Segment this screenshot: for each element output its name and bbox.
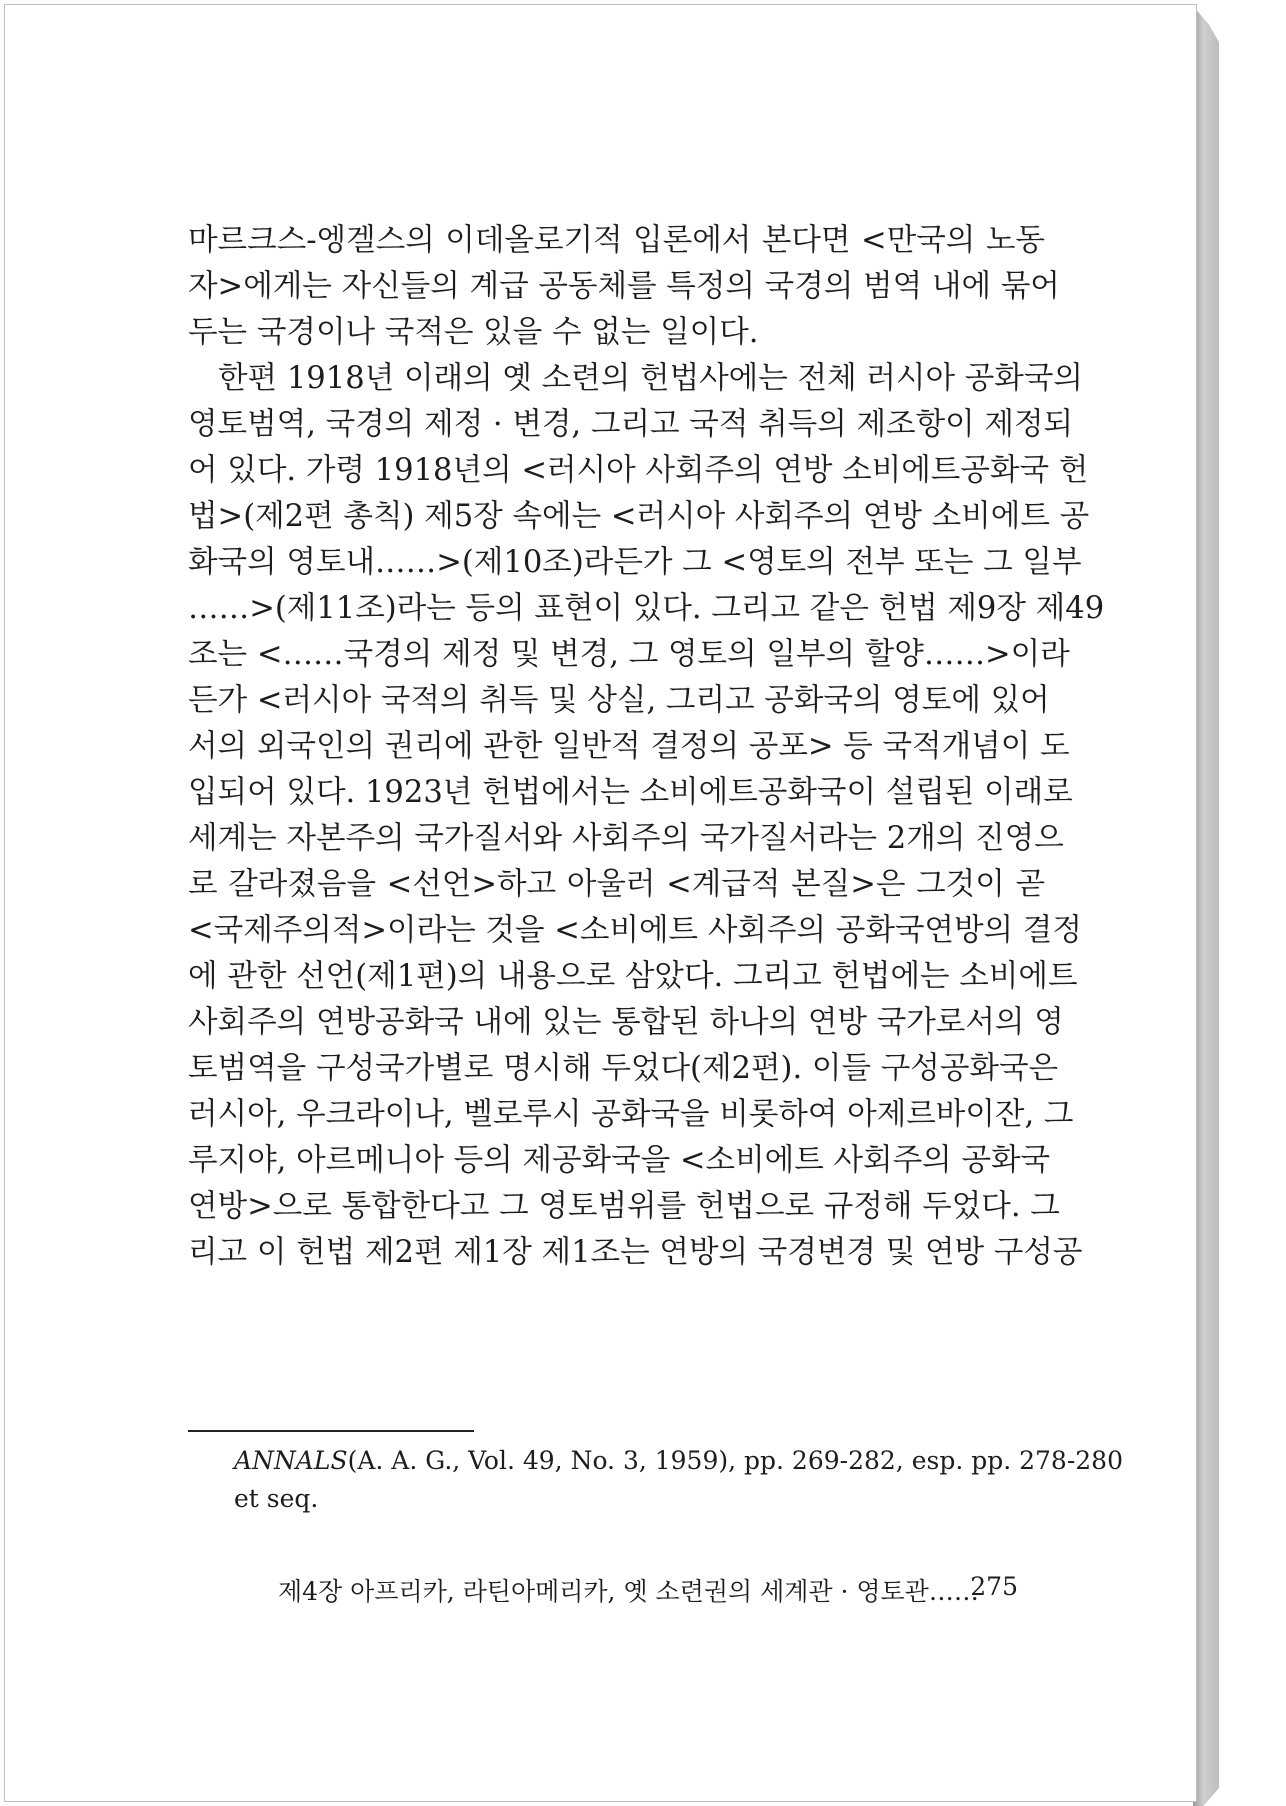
text-line: 러시아, 우크라이나, 벨로루시 공화국을 비롯하여 아제르바이잔, 그	[188, 1097, 1074, 1132]
chapter-title: 제4장 아프리카, 라틴아메리카, 옛 소련권의 세계관 · 영토관……	[278, 1577, 979, 1606]
text-line: 루지야, 아르메니아 등의 제공화국을 <소비에트 사회주의 공화국	[188, 1143, 1051, 1178]
text-line: 법>(제2편 총칙) 제5장 속에는 <러시아 사회주의 연방 소비에트 공	[188, 499, 1090, 534]
text-line: 로 갈라졌음을 <선언>하고 아울러 <계급적 본질>은 그것이 곧	[188, 867, 1045, 902]
paragraph-first-line: 한편 1918년 이래의 옛 소련의 헌법사에는 전체 러시아 공화국의	[218, 361, 1083, 396]
footnote-line: et seq.	[234, 1484, 319, 1513]
text-line: 든가 <러시아 국적의 취득 및 상실, 그리고 공화국의 영토에 있어	[188, 683, 1050, 718]
text-line: 두는 국경이나 국적은 있을 수 없는 일이다.	[188, 315, 759, 350]
text-line: <국제주의적>이라는 것을 <소비에트 사회주의 공화국연방의 결정	[188, 913, 1082, 948]
page-number: 275	[970, 1572, 1018, 1601]
text-line: 사회주의 연방공화국 내에 있는 통합된 하나의 연방 국가로서의 영	[188, 1005, 1064, 1040]
text-line: 서의 외국인의 권리에 관한 일반적 결정의 공포> 등 국적개념이 도	[188, 729, 1070, 764]
text-line: ……>(제11조)라는 등의 표현이 있다. 그리고 같은 헌법 제9장 제49	[188, 591, 1105, 626]
text-line: 영토범역, 국경의 제정 · 변경, 그리고 국적 취득의 제조항이 제정되	[188, 407, 1074, 442]
footnote-citation: (A. A. G., Vol. 49, No. 3, 1959), pp. 269-282, esp. pp. 278-280	[347, 1446, 1123, 1475]
footnote-divider	[188, 1430, 474, 1432]
text-line: 입되어 있다. 1923년 헌법에서는 소비에트공화국이 설립된 이래로	[188, 775, 1073, 810]
text-line: 에 관한 선언(제1편)의 내용으로 삼았다. 그리고 헌법에는 소비에트	[188, 959, 1078, 994]
footnote	[234, 1442, 1123, 1518]
running-footer	[278, 1572, 1018, 1608]
text-line: 어 있다. 가령 1918년의 <러시아 사회주의 연방 소비에트공화국 헌	[188, 453, 1089, 488]
text-line: 연방>으로 통합한다고 그 영토범위를 헌법으로 규정해 두었다. 그	[188, 1189, 1060, 1224]
footnote-line	[234, 1442, 1123, 1480]
text-line: 리고 이 헌법 제2편 제1장 제1조는 연방의 국경변경 및 연방 구성공	[188, 1235, 1083, 1270]
text-line: 화국의 영토내……>(제10조)라든가 그 <영토의 전부 또는 그 일부	[188, 545, 1082, 580]
text-line: 마르크스-엥겔스의 이데올로기적 입론에서 본다면 <만국의 노동	[188, 223, 1045, 258]
text-line: 토범역을 구성국가별로 명시해 두었다(제2편). 이들 구성공화국은	[188, 1051, 1059, 1086]
text-line: 자>에게는 자신들의 계급 공동체를 특정의 국경의 범역 내에 묶어	[188, 269, 1060, 304]
text-line: 조는 <……국경의 제정 및 변경, 그 영토의 일부의 할양……>이라	[188, 637, 1070, 672]
main-text-block	[188, 218, 1105, 1276]
text-line: 세계는 자본주의 국가질서와 사회주의 국가질서라는 2개의 진영으	[188, 821, 1064, 856]
footnote-journal-title: ANNALS	[234, 1446, 348, 1475]
